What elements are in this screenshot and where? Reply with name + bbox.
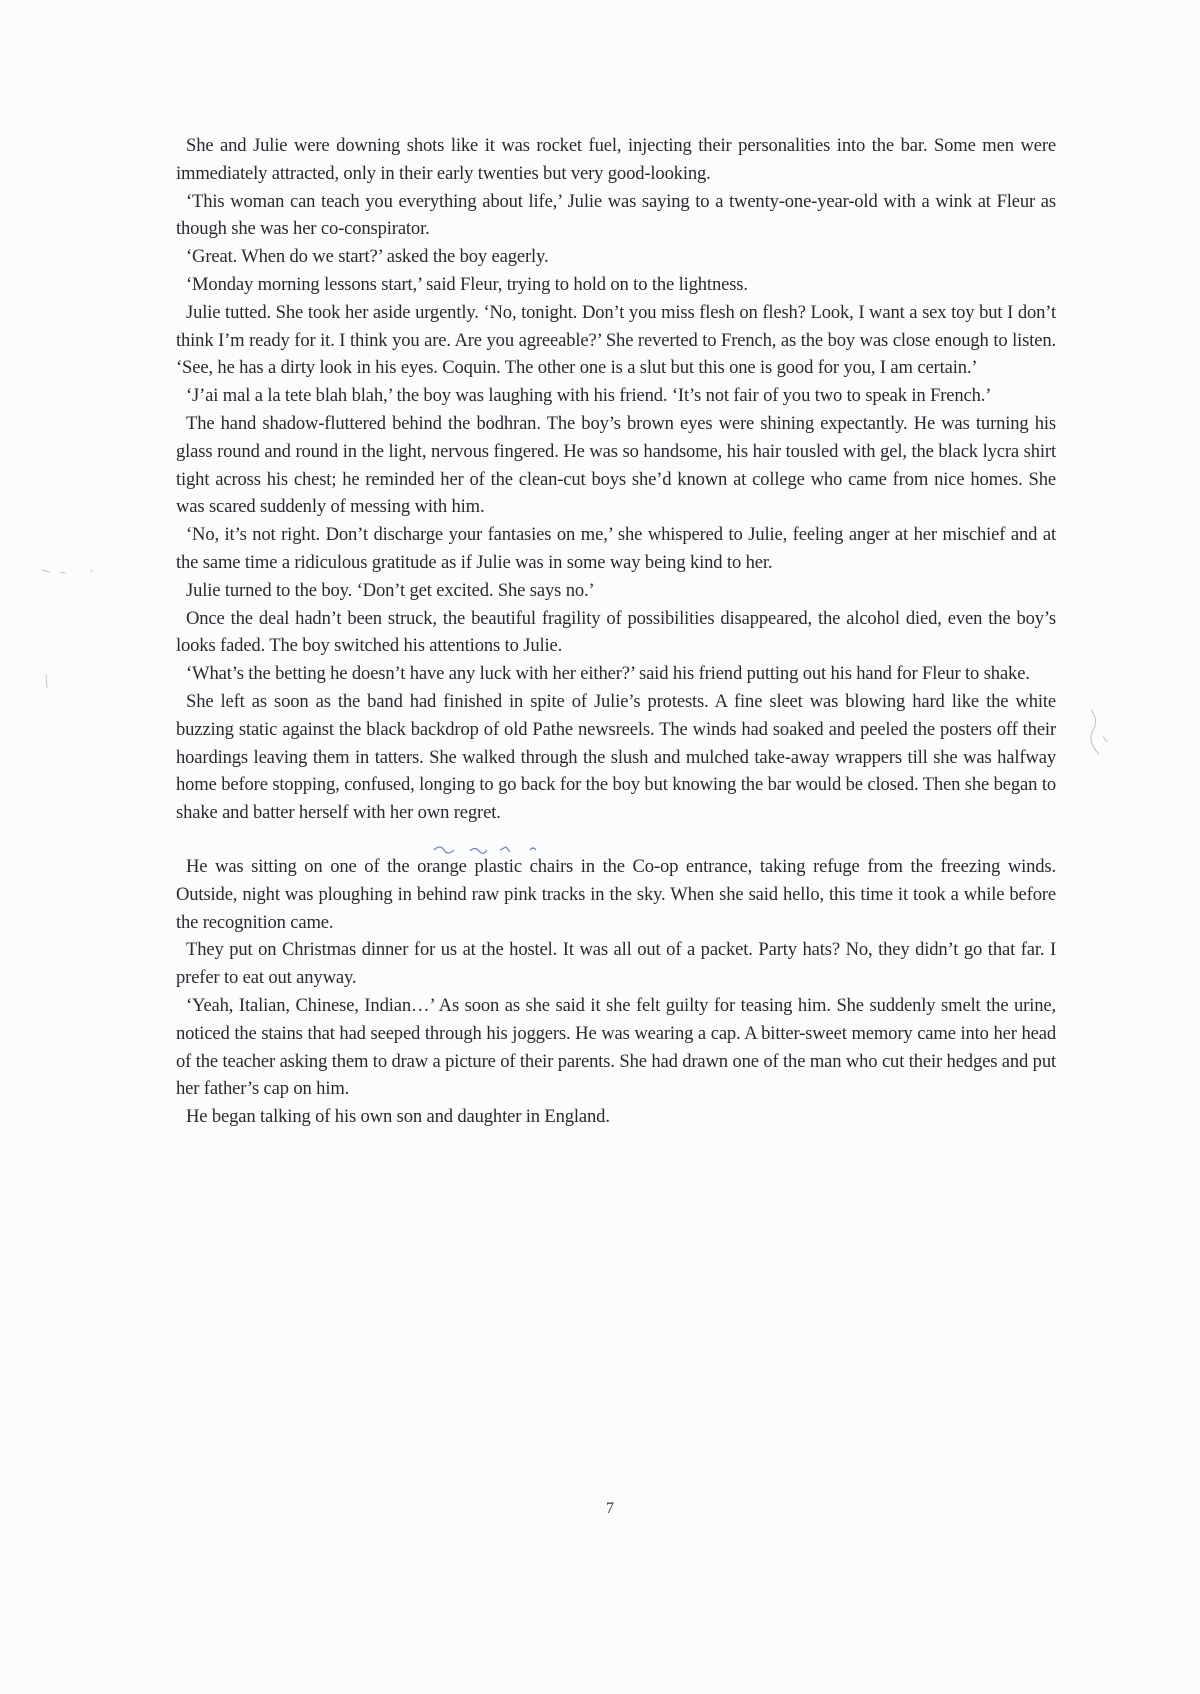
paragraph: ‘No, it’s not right. Don’t discharge your fantasies on me,’ she whispered to Julie, feeling anger at her mischief and at the same time a ridiculous gratitude as if Julie was in some way being kind to her.: [176, 524, 1056, 573]
paragraph: He was sitting on one of the orange plastic chairs in the Co-op entrance, taking refuge from the freezing winds. Outside, night was ploughing in behind raw pink tracks in the sky. When she said hello, this time it took a while before the recognition came.: [176, 855, 1056, 933]
body-text: [176, 132, 1056, 1131]
paragraph: ‘What’s the betting he doesn’t have any luck with her either?’ said his friend putting out his hand for Fleur to shake.: [186, 663, 1030, 685]
paragraph: Once the deal hadn’t been struck, the beautiful fragility of possibilities disappeared, the alcohol died, even the boy’s looks faded. The boy switched his attentions to Julie.: [176, 607, 1056, 657]
paragraph: The hand shadow-fluttered behind the bodhran. The boy’s brown eyes were shining expectantly. He was turning his glass round and round in the light, nervous fingered. He was so handsome, his hair tousled with gel, the black lycra shirt tight across his chest; he reminded her of the clean-cut boys she’d known at college who came from nice homes. She was scared suddenly of messing with him.: [176, 412, 1056, 518]
paragraph: Julie tutted. She took her aside urgently. ‘No, tonight. Don’t you miss flesh on flesh? Look, I want a sex toy but I don’t think I’m ready for it. I think you are. Are you agreeable?’ She reverted to French, as the boy was close enough to listen. ‘See, he has a dirty look in his eyes. Coquin. The other one is a slut but this one is good for you, I am certain.’: [176, 301, 1056, 379]
handwritten-annotation: [430, 838, 610, 858]
paragraph: She left as soon as the band had finished in spite of Julie’s protests. A fine sleet was blowing hard like the white buzzing static against the black backdrop of old Pathe newsreels. The winds had soaked and peeled the posters off their hoardings leaving them in tatters. She walked through the slush and mulched take-away wrappers till she was halfway home before stopping, confused, longing to go back for the boy but knowing the bar would be closed. Then she began to shake and batter herself with her own regret.: [176, 690, 1056, 824]
paragraph: He began talking of his own son and daughter in England.: [186, 1106, 610, 1128]
paragraph: ‘Monday morning lessons start,’ said Fleur, trying to hold on to the lightness.: [186, 273, 748, 295]
paragraph: She and Julie were downing shots like it was rocket fuel, injecting their personalities into the bar. Some men were immediately attracted, only in their early twenties but very good-looking.: [176, 135, 1056, 184]
scan-speck-right: [1085, 706, 1115, 776]
paragraph: ‘This woman can teach you everything about life,’ Julie was saying to a twenty-one-year-old with a wink at Fleur as though she was her co-conspirator.: [176, 190, 1056, 240]
scan-speck-left-2: [42, 672, 52, 692]
scan-speck-left: [40, 560, 100, 580]
section-break: [176, 827, 1056, 853]
paragraph: ‘J’ai mal a la tete blah blah,’ the boy was laughing with his friend. ‘It’s not fair of you two to speak in French.’: [186, 385, 992, 407]
paragraph: ‘Yeah, Italian, Chinese, Indian…’ As soon as she said it she felt guilty for teasing him. She suddenly smelt the urine, noticed the stains that had seeped through his joggers. He was wearing a cap. A bitter-sweet memory came into her head of the teacher asking them to draw a picture of their parents. She had drawn one of the man who cut their hedges and put her father’s cap on him.: [176, 994, 1056, 1100]
paragraph: They put on Christmas dinner for us at the hostel. It was all out of a packet. Party hats? No, they didn’t go that far. I prefer to eat out anyway.: [176, 939, 1056, 989]
paragraph: ‘Great. When do we start?’ asked the boy eagerly.: [186, 246, 549, 268]
page-number: 7: [606, 1500, 614, 1517]
paragraph: Julie turned to the boy. ‘Don’t get excited. She says no.’: [186, 579, 595, 601]
